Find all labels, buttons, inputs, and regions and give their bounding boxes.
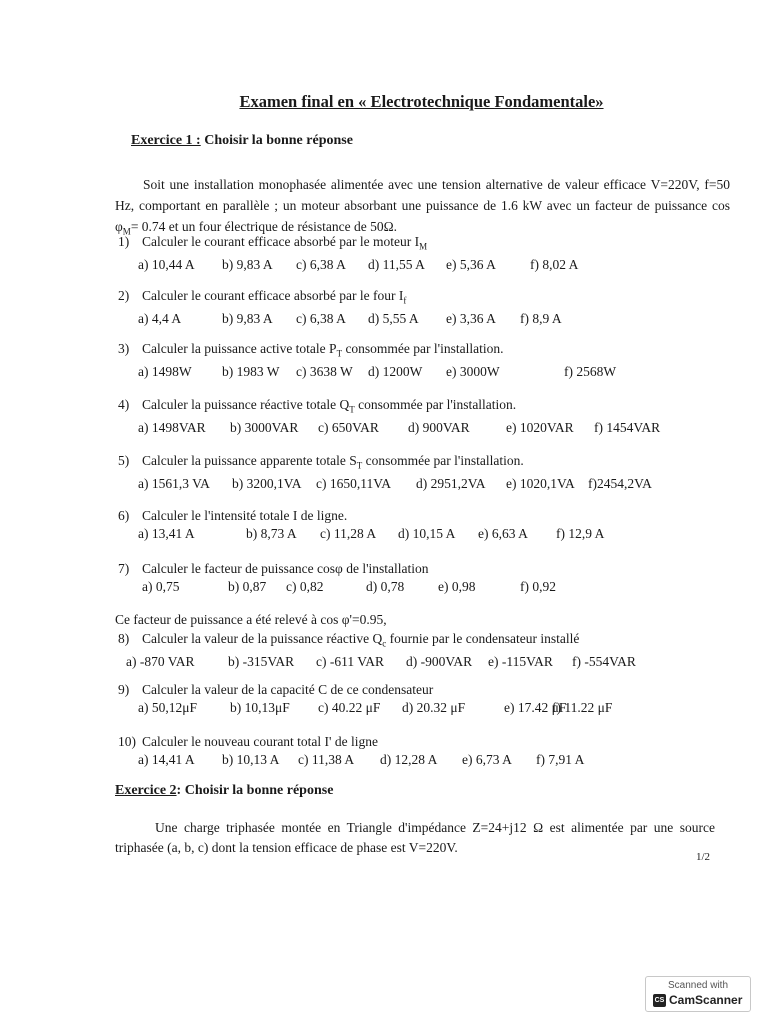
answer-option[interactable]: e) 6,63 A: [478, 526, 528, 541]
question-subscript: f: [403, 295, 407, 306]
answer-option[interactable]: b) 3200,1VA: [232, 475, 302, 491]
answer-option[interactable]: e) 3000W: [446, 363, 500, 379]
answer-option[interactable]: a) 4,4 A: [138, 310, 182, 326]
exercise-1-title: Choisir la bonne réponse: [200, 133, 353, 148]
question-prompt: Calculer le facteur de puissance cosφ de l'installation: [142, 561, 429, 576]
answer-option[interactable]: f) 2568W: [564, 363, 617, 379]
answer-option[interactable]: d) 12,28 A: [380, 752, 438, 767]
question-prompt-tail: fournie par le condensateur installé: [386, 631, 580, 646]
answer-option[interactable]: e) 1020VAR: [506, 419, 574, 435]
answer-option[interactable]: c) 6,38 A: [296, 310, 346, 326]
question-text: [118, 452, 718, 475]
power-factor-note: Ce facteur de puissance a été relevé à cos φ'=0.95,: [115, 612, 387, 627]
question-text: [118, 287, 718, 310]
answer-option[interactable]: d) 5,55 A: [368, 310, 419, 326]
answer-option[interactable]: b) 9,83 A: [222, 310, 273, 326]
answer-option[interactable]: c) 40.22 μF: [318, 700, 381, 715]
answer-option[interactable]: b) 1983 W: [222, 363, 280, 379]
answer-option[interactable]: d) 900VAR: [408, 419, 470, 435]
answer-option[interactable]: a) 14,41 A: [138, 752, 195, 767]
intro-text-2: = 0.74 et un four électrique de résistance de 50Ω.: [130, 219, 397, 234]
exercise-1-heading: [131, 133, 353, 149]
answer-option[interactable]: e) -115VAR: [488, 653, 553, 669]
scanned-with-text: Scanned with: [667, 980, 729, 991]
answer-options: [118, 363, 718, 381]
exercise-2-text: Une charge triphasée montée en Triangle d'impédance Z=24+j12 Ω est alimentée par une source triphasée (a, b, c) dont la tension efficace de phase est V=220V.: [115, 820, 715, 855]
question-text: [118, 733, 718, 751]
answer-option[interactable]: c) 3638 W: [296, 363, 353, 379]
exercise-1-label: Exercice 1 :: [131, 133, 201, 148]
question-6: [118, 507, 718, 543]
camscanner-badge: [645, 976, 751, 1012]
page-number: 1/2: [696, 851, 711, 863]
answer-option[interactable]: e) 6,73 A: [462, 752, 512, 767]
answer-option[interactable]: e) 3,36 A: [446, 310, 496, 326]
question-prompt: Calculer le courant efficace absorbé par le moteur I: [142, 234, 420, 249]
answer-option[interactable]: f) 1454VAR: [594, 419, 661, 435]
answer-option[interactable]: c) 1650,11VA: [316, 475, 391, 491]
question-subscript: T: [349, 404, 355, 415]
question-text: [118, 630, 718, 653]
answer-option[interactable]: f) 8,02 A: [530, 256, 579, 272]
question-7: [118, 560, 718, 596]
answer-options: [118, 475, 718, 493]
answer-option[interactable]: a) 10,44 A: [138, 256, 195, 272]
question-text: [118, 396, 718, 419]
answer-option[interactable]: d) 2951,2VA: [416, 475, 486, 491]
question-text: [118, 340, 718, 363]
question-number: 2): [118, 288, 130, 303]
answer-option[interactable]: b) 8,73 A: [246, 526, 297, 541]
answer-option[interactable]: d) -900VAR: [406, 653, 473, 669]
question-number: 10): [118, 734, 136, 749]
answer-option[interactable]: e) 5,36 A: [446, 256, 496, 272]
page-title: Examen final en « Electrotechnique Fondamentale»: [239, 92, 604, 111]
question-subscript: T: [356, 460, 363, 471]
answer-option[interactable]: b) 9,83 A: [222, 256, 273, 272]
answer-options: [118, 419, 718, 437]
question-prompt: Calculer le l'intensité totale I de ligne.: [142, 508, 348, 523]
question-prompt: Calculer le courant efficace absorbé par le four I: [142, 288, 404, 303]
answer-options: [118, 699, 718, 717]
question-prompt-tail: consommée par l'installation.: [362, 453, 524, 468]
question-10: [118, 733, 718, 769]
question-number: 7): [118, 561, 130, 576]
question-prompt-tail: consommée par l'installation.: [354, 397, 517, 412]
question-number: 1): [118, 234, 130, 249]
exercise-2-label: Exercice 2: [115, 783, 177, 798]
answer-options: [118, 256, 718, 274]
answer-options: [118, 525, 718, 543]
answer-option[interactable]: f) 7,91 A: [536, 752, 585, 767]
answer-option[interactable]: d) 0,78: [366, 579, 405, 594]
answer-option[interactable]: e) 17.42 μF: [504, 700, 567, 715]
answer-option[interactable]: a) -870 VAR: [126, 653, 195, 669]
answer-option[interactable]: d) 1200W: [368, 363, 423, 379]
answer-option[interactable]: f) 11.22 μF: [552, 700, 613, 715]
question-1: [118, 233, 718, 274]
answer-options: [118, 653, 718, 671]
answer-option[interactable]: b) 10,13 A: [222, 752, 280, 767]
exercise-2-title: : Choisir la bonne réponse: [176, 783, 334, 798]
answer-option[interactable]: f) 8,9 A: [520, 310, 562, 326]
answer-options: [118, 751, 718, 769]
question-prompt-tail: consommée par l'installation.: [342, 341, 504, 356]
answer-option[interactable]: a) 1498W: [138, 363, 192, 379]
question-4: [118, 396, 718, 437]
question-prompt: Calculer la valeur de la puissance réactive Q: [142, 631, 383, 646]
question-number: 8): [118, 631, 130, 646]
answer-option[interactable]: c) 11,38 A: [298, 752, 355, 767]
answer-option[interactable]: b) 0,87: [228, 579, 267, 594]
exercise-2-heading: [115, 783, 333, 799]
answer-option[interactable]: f) 12,9 A: [556, 526, 605, 541]
intro-text-1: Soit une installation monophasée alimentée avec une tension alternative de valeur efficace V=220V, f=50 Hz, comportant en parallèle ; un moteur absorbant une puissance de 1.6 kW avec un facteur de puissance cos φ: [115, 177, 730, 234]
question-5: [118, 452, 718, 493]
question-subscript: M: [419, 241, 428, 252]
question-text: [118, 233, 718, 256]
answer-option[interactable]: e) 1020,1VA: [506, 475, 575, 491]
question-3: [118, 340, 718, 381]
answer-option[interactable]: a) 13,41 A: [138, 526, 195, 541]
question-subscript: c: [382, 638, 387, 649]
answer-option[interactable]: d) 20.32 μF: [402, 700, 466, 715]
answer-option[interactable]: a) 50,12μF: [138, 700, 197, 715]
intro-subscript: M: [122, 226, 131, 237]
answer-option[interactable]: b) -315VAR: [228, 653, 295, 669]
answer-option[interactable]: a) 1561,3 VA: [138, 475, 210, 491]
answer-option[interactable]: b) 3000VAR: [230, 419, 299, 435]
answer-options: [118, 578, 718, 596]
answer-option[interactable]: d) 11,55 A: [368, 256, 425, 272]
answer-option[interactable]: e) 0,98: [438, 579, 476, 594]
answer-option[interactable]: f)2454,2VA: [588, 475, 652, 491]
question-2: [118, 287, 718, 328]
question-number: 4): [118, 397, 130, 412]
question-number: 5): [118, 453, 130, 468]
answer-option[interactable]: c) 650VAR: [318, 419, 379, 435]
answer-option[interactable]: c) 6,38 A: [296, 256, 346, 272]
answer-options: [118, 310, 718, 328]
question-prompt: Calculer la puissance active totale P: [142, 341, 337, 356]
question-number: 9): [118, 682, 130, 697]
camscanner-brand: CamScanner: [669, 993, 743, 1007]
answer-option[interactable]: a) 0,75: [142, 579, 180, 594]
answer-option[interactable]: c) -611 VAR: [316, 653, 385, 669]
question-prompt: Calculer la valeur de la capacité C de ce condensateur: [142, 682, 434, 697]
question-prompt: Calculer la puissance réactive totale Q: [142, 397, 350, 412]
answer-option[interactable]: d) 10,15 A: [398, 526, 456, 541]
question-9: [118, 681, 718, 717]
question-prompt: Calculer la puissance apparente totale S: [142, 453, 357, 468]
answer-option[interactable]: c) 11,28 A: [320, 526, 377, 541]
question-number: 6): [118, 508, 130, 523]
answer-option[interactable]: f) -554VAR: [572, 653, 636, 669]
exercise-2-intro: [115, 818, 715, 858]
question-prompt: Calculer le nouveau courant total I' de ligne: [142, 734, 378, 749]
answer-option[interactable]: f) 0,92: [520, 579, 556, 594]
question-text: [118, 560, 718, 578]
question-8: [118, 630, 718, 671]
camscanner-logo-icon: CS: [653, 994, 666, 1007]
question-number: 3): [118, 341, 130, 356]
question-text: [118, 681, 718, 699]
answer-option[interactable]: c) 0,82: [286, 579, 324, 594]
answer-option[interactable]: b) 10,13μF: [230, 700, 290, 715]
answer-option[interactable]: a) 1498VAR: [138, 419, 206, 435]
question-subscript: T: [336, 348, 343, 359]
question-text: [118, 507, 718, 525]
